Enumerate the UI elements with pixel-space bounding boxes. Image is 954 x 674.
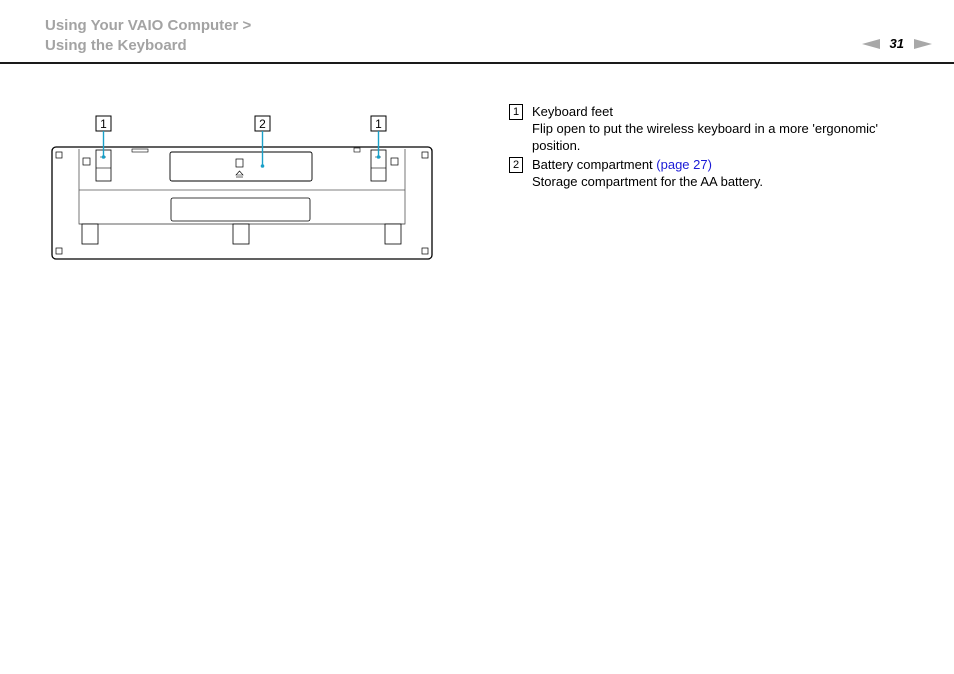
previous-page-arrow-icon[interactable] (862, 39, 880, 49)
page-navigation (862, 36, 932, 51)
breadcrumb (45, 16, 251, 56)
next-page-arrow-icon[interactable] (914, 39, 932, 49)
callout-label-1-left (96, 116, 111, 131)
keyboard-underside-figure (48, 112, 438, 272)
battery-compartment (170, 152, 312, 181)
callout-title: Battery compartment (532, 157, 657, 172)
header-divider (0, 62, 954, 64)
callout-description: Flip open to put the wireless keyboard in a more 'ergonomic' position. (532, 121, 879, 153)
callout-item-battery-compartment (509, 156, 929, 190)
callout-label-2 (255, 116, 270, 131)
breadcrumb-section[interactable]: Using Your VAIO Computer > (45, 17, 252, 34)
page-27-link[interactable]: (page 27) (656, 157, 712, 172)
callout-descriptions (509, 103, 929, 192)
callout-description: Storage compartment for the AA battery. (532, 174, 763, 189)
callout-number-box: 1 (509, 104, 523, 120)
callout-label-1-right-text: 1 (375, 117, 382, 131)
callout-label-1-right (371, 116, 386, 131)
callout-item-keyboard-feet (509, 103, 929, 154)
callout-label-1-left-text: 1 (100, 117, 107, 131)
page-number: 31 (889, 36, 904, 51)
breadcrumb-page-title[interactable]: Using the Keyboard (45, 37, 187, 54)
keyboard-underside-diagram (48, 112, 438, 267)
lower-recess-panel (171, 198, 310, 221)
callout-title: Keyboard feet (532, 104, 613, 119)
callout-number-box: 2 (509, 157, 523, 173)
callout-label-2-text: 2 (259, 117, 266, 131)
